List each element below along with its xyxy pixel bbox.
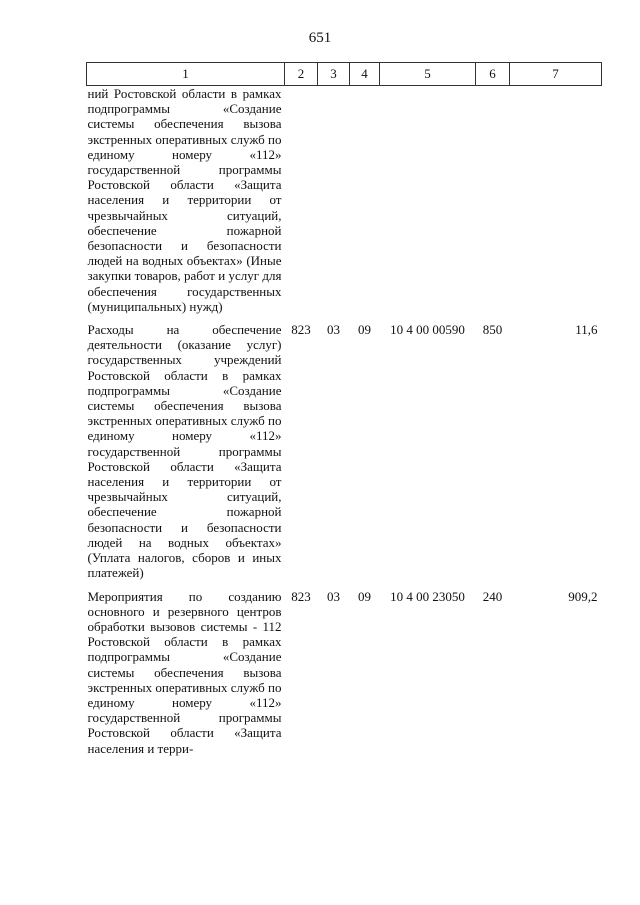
- column-header-6: 6: [476, 63, 510, 86]
- row-ministry-code: 823: [291, 588, 311, 604]
- table-body: [87, 86, 602, 756]
- row-description: ний Ростовской области в рамках подпрограммы «Создание системы обеспечения вызова экстренных оперативных служб по единому номеру «112» государственной программы Ростовской области «Защита населения и территории от чрезвычайных ситуаций, обеспечение пожарной безопасности и безопасности людей на водных объектах» (Иные закупки товаров, работ и услуг для обеспечения государственных (муниципальных) нужд): [87, 86, 282, 314]
- column-header-5: 5: [380, 63, 476, 86]
- row-target-article: 10 4 00 00590: [390, 322, 465, 338]
- table-header: [87, 63, 602, 86]
- row-description: Расходы на обеспечение деятельности (оказание услуг) государственных учреждений Ростовской области в рамках подпрограммы «Создание системы обеспечения вызова экстренных оперативных служб по единому номеру «112» государственной программы Ростовской области «Защита населения и территории от чрезвычайных ситуаций, обеспечение пожарной безопасности и безопасности людей на водных объектах» (Уплата налогов, сборов и иных платежей): [87, 322, 282, 581]
- row-ministry-code: [285, 86, 318, 315]
- row-target-article: 10 4 00 23050: [390, 588, 465, 604]
- row-subsection-code: 09: [358, 322, 371, 338]
- row-amount: 11,6: [575, 322, 598, 338]
- row-spacer: [87, 581, 602, 589]
- row-subsection-code: [350, 86, 380, 315]
- row-expense-type: 850: [482, 322, 503, 338]
- row-amount: [510, 86, 602, 315]
- row-amount: 909,2: [568, 588, 598, 604]
- page-number: 651: [308, 30, 332, 46]
- header-row: [87, 63, 602, 86]
- row-expense-type: 240: [482, 588, 503, 604]
- budget-table-container: [86, 62, 601, 756]
- table-row: [87, 86, 602, 315]
- column-header-1: 1: [87, 63, 285, 86]
- row-section-code: 03: [327, 588, 340, 604]
- row-expense-type: [476, 86, 510, 315]
- table-row: [87, 589, 602, 756]
- column-header-2: 2: [285, 63, 318, 86]
- column-header-7: 7: [510, 63, 602, 86]
- table-row: [87, 322, 602, 580]
- row-ministry-code: 823: [291, 322, 311, 338]
- row-description: Мероприятия по созданию основного и резервного центров обработки вызовов системы - 112 Ростовской области в рамках подпрограммы «Создание системы обеспечения вызова экстренных оперативных служб по единому номеру «112» государственной программы Ростовской области «Защита населения и терри-: [87, 588, 282, 756]
- column-header-4: 4: [350, 63, 380, 86]
- row-spacer: [87, 314, 602, 322]
- row-section-code: [318, 86, 350, 315]
- row-target-article: [380, 86, 476, 315]
- budget-table: [86, 62, 602, 756]
- row-section-code: 03: [327, 322, 340, 338]
- column-header-3: 3: [318, 63, 350, 86]
- row-subsection-code: 09: [358, 588, 371, 604]
